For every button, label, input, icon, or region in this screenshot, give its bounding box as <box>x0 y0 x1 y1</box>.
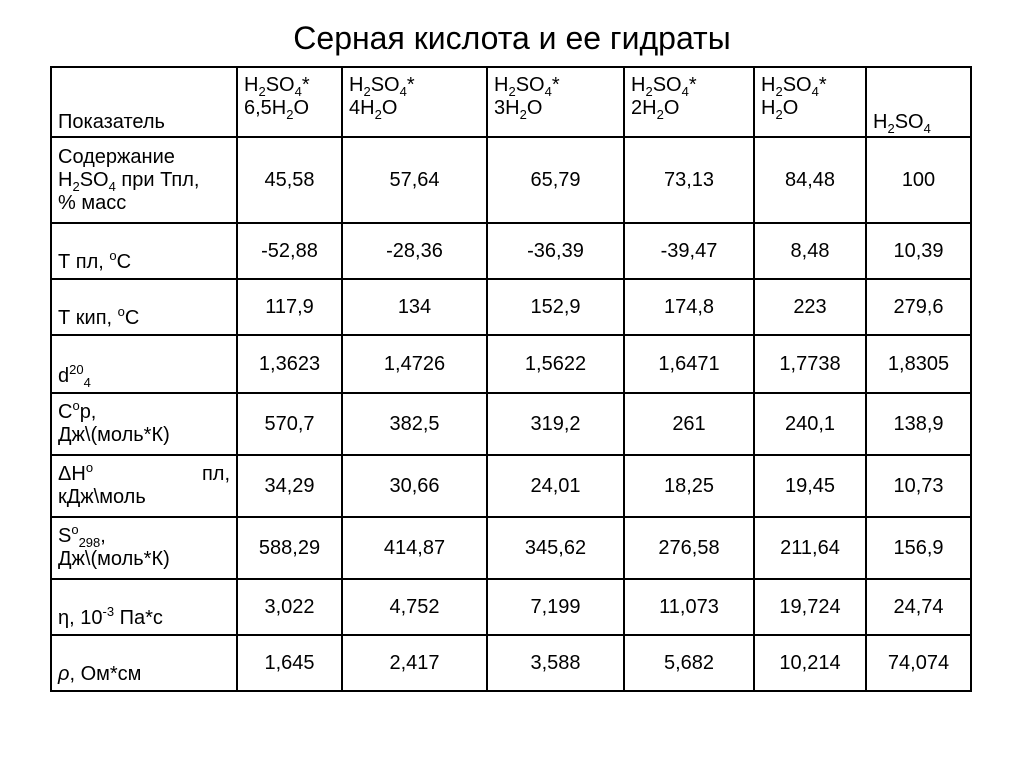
table-row <box>51 517 971 579</box>
row-label: ρ, Ом*см <box>51 635 237 691</box>
table-cell: -28,36 <box>342 223 487 279</box>
table-cell: 45,58 <box>237 137 342 223</box>
row-label: $S^o_{298}$, Дж\(моль*К) <box>51 517 237 579</box>
row-label: $\Delta H^o$ пл, кДж\моль <box>51 455 237 517</box>
table-cell: 261 <box>624 393 754 455</box>
data-table <box>50 66 972 692</box>
table-cell: 1,645 <box>237 635 342 691</box>
table-cell: 319,2 <box>487 393 624 455</box>
table-cell: 134 <box>342 279 487 335</box>
table-row <box>51 223 971 279</box>
table-cell: 19,45 <box>754 455 866 517</box>
table-cell: 18,25 <box>624 455 754 517</box>
table-cell: 10,214 <box>754 635 866 691</box>
table-cell: 7,199 <box>487 579 624 635</box>
table-cell: 117,9 <box>237 279 342 335</box>
table-cell: 1,8305 <box>866 335 971 393</box>
table-row <box>51 635 971 691</box>
table-cell: 34,29 <box>237 455 342 517</box>
table-cell: -52,88 <box>237 223 342 279</box>
table-cell: 1,4726 <box>342 335 487 393</box>
table-cell: -39,47 <box>624 223 754 279</box>
table-row <box>51 279 971 335</box>
table-cell: 5,682 <box>624 635 754 691</box>
table-cell: 100 <box>866 137 971 223</box>
page-title: Серная кислота и ее гидраты <box>293 20 731 56</box>
table-cell: 30,66 <box>342 455 487 517</box>
row-label: η, $10^{-3}$ Па*с <box>51 579 237 635</box>
table-cell: 345,62 <box>487 517 624 579</box>
table-cell: 276,58 <box>624 517 754 579</box>
table-cell: 174,8 <box>624 279 754 335</box>
table-cell: 10,73 <box>866 455 971 517</box>
table-cell: 65,79 <box>487 137 624 223</box>
table-row <box>51 393 971 455</box>
table-cell: 84,48 <box>754 137 866 223</box>
row-label: $d^{20}_4$ <box>51 335 237 393</box>
header-column-1: $H_2SO_4*$ $6,5H_2O$ <box>237 67 342 137</box>
table-cell: 10,39 <box>866 223 971 279</box>
table-cell: -36,39 <box>487 223 624 279</box>
table-row <box>51 455 971 517</box>
table-cell: 156,9 <box>866 517 971 579</box>
header-column-5: $H_2SO_4*$ $H_2O$ <box>754 67 866 137</box>
table-row <box>51 137 971 223</box>
row-label: Т кип, $^o$C <box>51 279 237 335</box>
header-column-6: $H_2SO_4$ <box>866 67 971 137</box>
table-cell: 19,724 <box>754 579 866 635</box>
table-cell: 138,9 <box>866 393 971 455</box>
table-cell: 3,022 <box>237 579 342 635</box>
header-row <box>51 67 971 137</box>
table-row <box>51 579 971 635</box>
table-cell: 1,6471 <box>624 335 754 393</box>
table-cell: 57,64 <box>342 137 487 223</box>
header-column-4: $H_2SO_4*$ $2H_2O$ <box>624 67 754 137</box>
header-column-2: $H_2SO_4*$ $4H_2O$ <box>342 67 487 137</box>
table-row <box>51 335 971 393</box>
table-cell: 74,074 <box>866 635 971 691</box>
table-cell: 1,3623 <box>237 335 342 393</box>
table-cell: 8,48 <box>754 223 866 279</box>
row-label: $C^op$, Дж\(моль*К) <box>51 393 237 455</box>
row-label: Содержание $H_2SO_4$ при Тпл, % масс <box>51 137 237 223</box>
table-cell: 570,7 <box>237 393 342 455</box>
table-cell: 24,74 <box>866 579 971 635</box>
table-cell: 211,64 <box>754 517 866 579</box>
table-cell: 240,1 <box>754 393 866 455</box>
table-cell: 73,13 <box>624 137 754 223</box>
table-cell: 24,01 <box>487 455 624 517</box>
table-cell: 1,7738 <box>754 335 866 393</box>
header-label: Показатель <box>51 67 237 137</box>
row-label: Т пл, $^o$C <box>51 223 237 279</box>
table-cell: 414,87 <box>342 517 487 579</box>
table-cell: 152,9 <box>487 279 624 335</box>
table-cell: 11,073 <box>624 579 754 635</box>
header-column-3: $H_2SO_4*$ $3H_2O$ <box>487 67 624 137</box>
table-cell: 4,752 <box>342 579 487 635</box>
table-cell: 223 <box>754 279 866 335</box>
table-cell: 3,588 <box>487 635 624 691</box>
table-cell: 588,29 <box>237 517 342 579</box>
table-cell: 382,5 <box>342 393 487 455</box>
table-cell: 1,5622 <box>487 335 624 393</box>
table-cell: 279,6 <box>866 279 971 335</box>
table-cell: 2,417 <box>342 635 487 691</box>
